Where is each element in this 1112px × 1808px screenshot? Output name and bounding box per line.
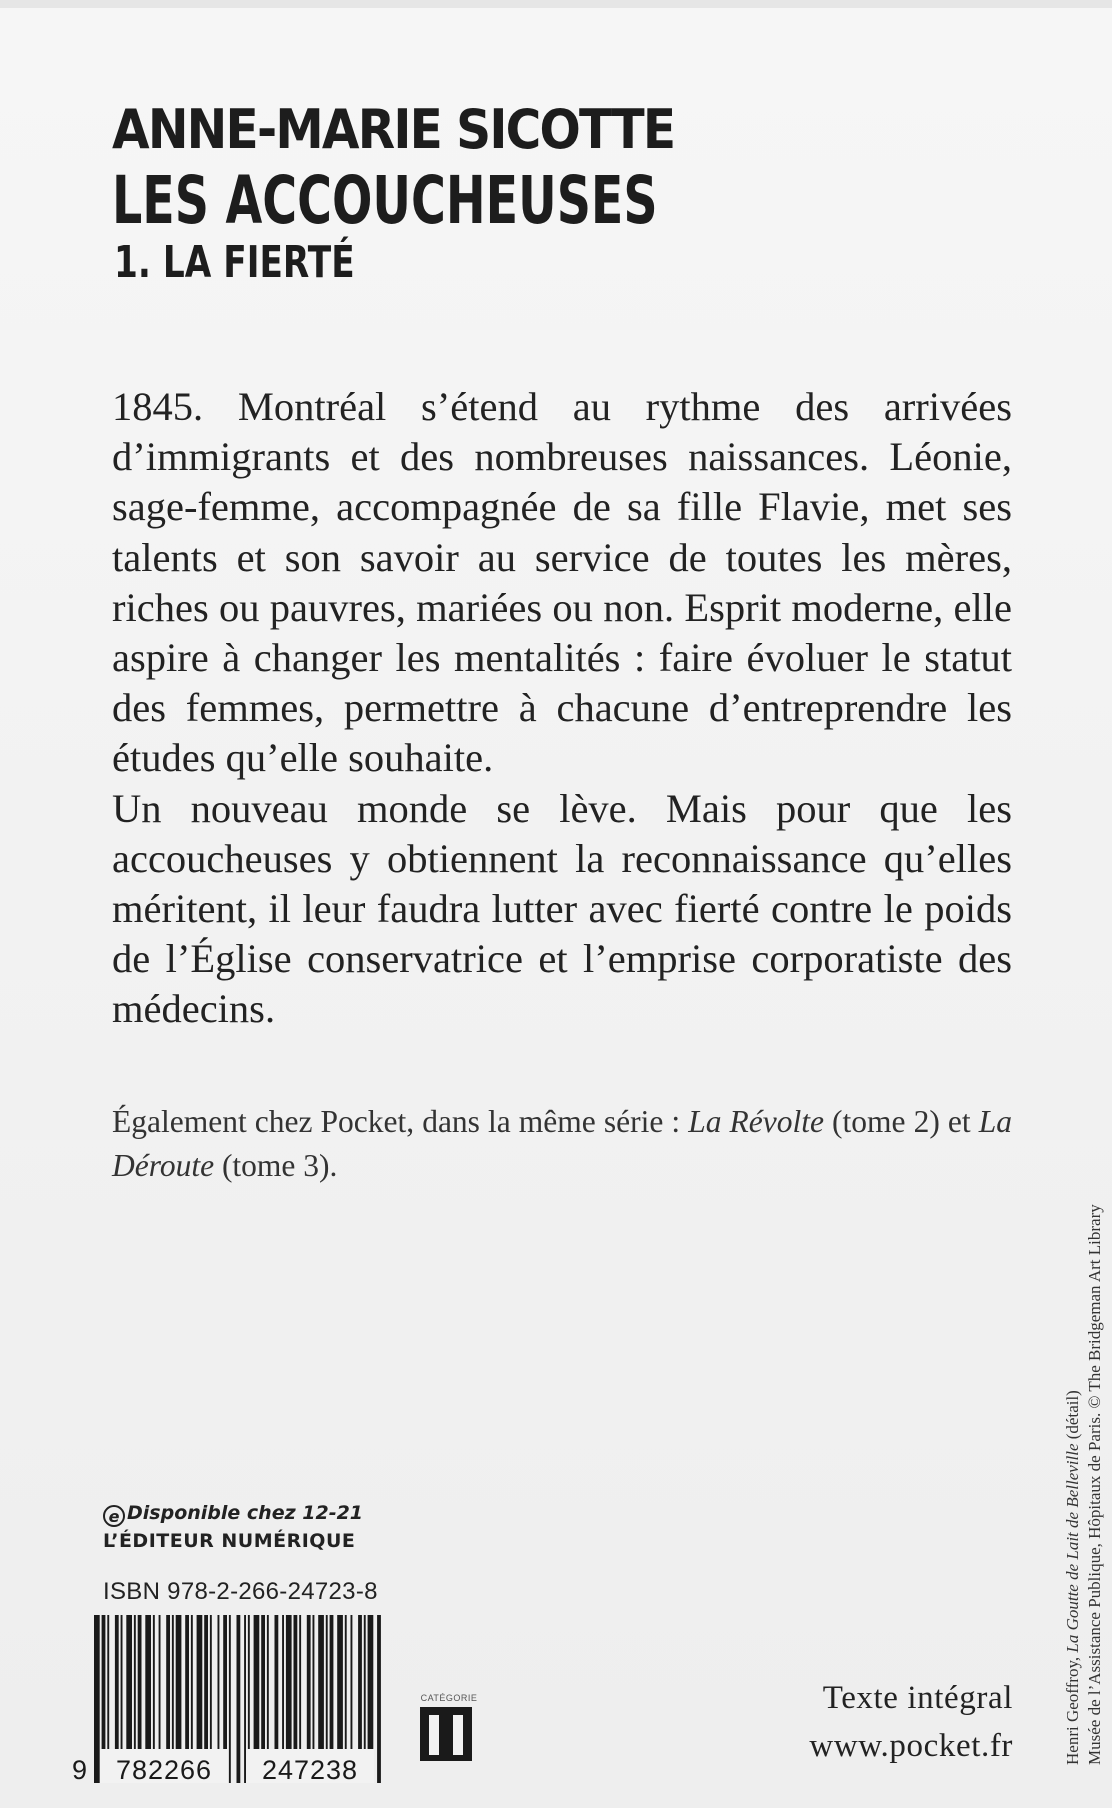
credit-suffix: (détail) [1063, 1390, 1082, 1444]
also-between: (tome 2) et [823, 1104, 979, 1139]
barcode-bar [244, 1615, 246, 1783]
digital-line-1 [103, 1499, 363, 1527]
barcode-bar [94, 1615, 100, 1783]
blurb-paragraph-1: 1845. Montréal s’étend au rythme des arrivées d’immigrants et des nombreuses naissances. Léonie, sage-femme, accompagnée de sa fille Flavie, met ses talents et son savoir au service de toutes les mères, riches ou pauvres, mariées ou non. Esprit moderne, elle aspire à changer les mentalités : faire évoluer le statut des femmes, permettre à chacune d’entreprendre les études qu’elle souhaite. [112, 384, 1012, 781]
category-label: CATÉGORIE [420, 1693, 478, 1703]
cover-header [112, 100, 870, 288]
barcode-bar [229, 1615, 231, 1783]
blurb-paragraph-2: Un nouveau monde se lève. Mais pour que les accoucheuses y obtiennent la reconnaissance qu’elles méritent, il leur faudra lutter avec fierté contre le poids de l’Église conservatrice et l’emprise corporatiste des médecins. [112, 785, 1012, 1032]
barcode-bar [377, 1615, 381, 1783]
image-credit [1062, 1005, 1106, 1765]
credit-line-1 [1062, 1005, 1084, 1765]
also-title-2: La Déroute [112, 1104, 1012, 1183]
barcode-bar [237, 1615, 241, 1783]
category-symbol [420, 1707, 472, 1761]
also-available-note [112, 1100, 1012, 1188]
credit-prefix: Henri Geoffroy, [1063, 1652, 1082, 1765]
digital-line-2: L’ÉDITEUR NUMÉRIQUE [103, 1530, 356, 1552]
top-edge [0, 0, 1112, 8]
texte-integral: Texte intégral [822, 1680, 1013, 1716]
barcode-group-2: 247238 [261, 1755, 359, 1785]
volume-title: 1. LA FIERTÉ [114, 237, 355, 288]
also-title-1: La Révolte [688, 1104, 824, 1139]
edition-info [809, 1674, 1013, 1770]
category-bar-right [453, 1715, 463, 1755]
series-title: LES ACCOUCHEUSES [112, 162, 658, 239]
also-end: (tome 3). [214, 1148, 338, 1183]
credit-title: La Goutte de Lait de Belleville [1063, 1443, 1082, 1653]
isbn: ISBN 978-2-266-24723-8 [103, 1578, 378, 1605]
barcode-first-digit: 9 [72, 1755, 88, 1785]
category-mark [420, 1693, 478, 1783]
barcode-group-1: 782266 [115, 1755, 213, 1785]
digital-line-1-text: Disponible chez 12-21 [127, 1502, 364, 1524]
website-url: www.pocket.fr [809, 1728, 1013, 1764]
digital-edition-note [103, 1499, 363, 1555]
e-book-icon: e [103, 1505, 125, 1527]
author-name: ANNE-MARIE SICOTTE [112, 98, 675, 161]
blurb [112, 382, 1012, 1035]
category-bar-left [429, 1715, 439, 1755]
credit-line-2: Musée de l’Assistance Publique, Hôpitaux de Paris. © The Bridgeman Art Library [1085, 1204, 1104, 1765]
barcode [64, 1615, 414, 1785]
also-intro: Également chez Pocket, dans la même série : [112, 1104, 689, 1139]
